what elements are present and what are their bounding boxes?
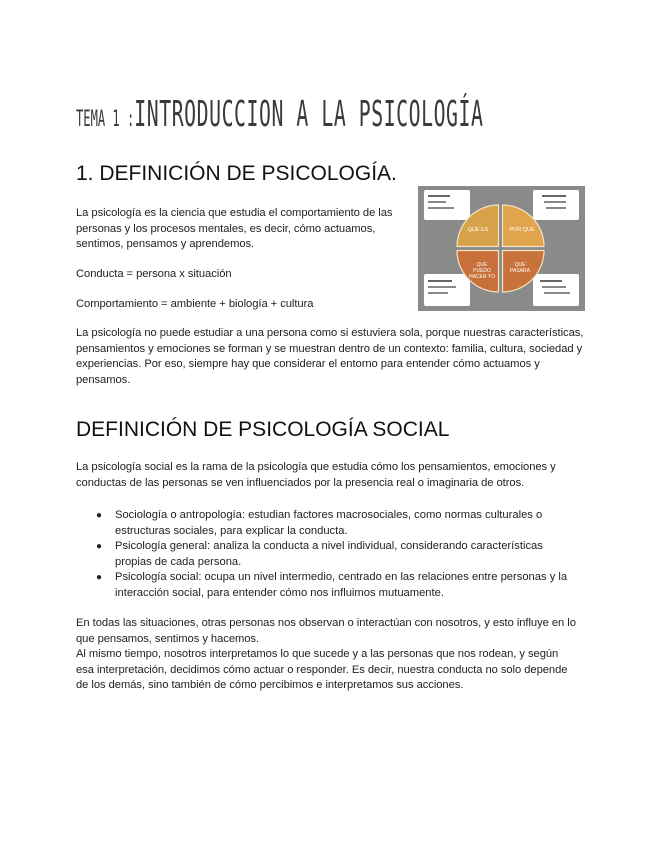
section-heading-psicologia-social: DEFINICIÓN DE PSICOLOGÍA SOCIAL <box>76 418 450 441</box>
list-item <box>96 508 576 539</box>
list-item <box>96 539 576 570</box>
corner-card-top-right <box>533 190 579 220</box>
perspectives-list <box>96 508 576 601</box>
corner-card-top-left <box>424 190 470 220</box>
list-item-text: Sociología o antropología: estudian factores macrosociales, como normas culturales o estructuras sociales, para explicar la conducta. <box>115 509 543 537</box>
list-item <box>96 570 576 601</box>
corner-card-bottom-right <box>533 274 579 306</box>
social-psychology-definition: La psicología social es la rama de la psicología que estudia cómo los pensamientos, emociones y conductas de las personas se ven influenciados por la presencia real o imaginaria de otros. <box>76 461 556 489</box>
closing-paragraph: En todas las situaciones, otras personas nos observan o interactúan con nosotros, y esto influye en lo que pensamos, sentimos y hacemos. Al mismo tiempo, nosotros interpretamos lo que sucede y a las personas que nos rodean, y según esa interpretación, decidimos cómo actuar o responder. Es decir, nuestra conducta no solo depende de los demás, sino también de cómo percibimos e interpretamos sus acciones. <box>76 617 576 691</box>
quadrant-label-4: QUE PASARA <box>510 262 530 274</box>
corner-card-bottom-left <box>424 274 470 306</box>
bullet-icon: ● <box>96 541 103 552</box>
quadrant-label-1: QUE ES <box>467 227 489 233</box>
quadrant-label-3: QUE PUEDO HACER YO <box>468 262 496 280</box>
list-item-text: Psicología general: analiza la conducta a nivel individual, considerando características propias de cada persona. <box>115 540 543 568</box>
psychology-definition: La psicología es la ciencia que estudia el comportamiento de las personas y los procesos mentales, es decir, cómo actuamos, sentimos, pensamos y aprendemos. <box>76 207 393 250</box>
context-paragraph: La psicología no puede estudiar a una persona como si estuviera sola, porque nuestras características, pensamientos y emociones se forman y se muestran dentro de un contexto: familia, cultura, sociedad y experiencias. Por eso, siempre hay que considerar el entorno para entender cómo actuamos y pensamos. <box>76 327 584 386</box>
bullet-icon: ● <box>96 510 103 521</box>
title-prefix: TEMA 1 : <box>76 107 135 132</box>
section-heading-definicion: 1. DEFINICIÓN DE PSICOLOGÍA. <box>76 162 397 185</box>
title-main: INTRODUCCION A LA PSICOLOGÍA <box>134 94 484 135</box>
formula-conducta: Conducta = persona x situación <box>76 268 232 280</box>
bullet-icon: ● <box>96 572 103 583</box>
formula-comportamiento: Comportamiento = ambiente + biología + cultura <box>76 298 314 310</box>
document-title <box>76 94 483 135</box>
psychology-quadrant-figure <box>418 186 585 311</box>
list-item-text: Psicología social: ocupa un nivel intermedio, centrado en las relaciones entre personas y la interacción social, para entender cómo nos influimos mutuamente. <box>115 571 568 599</box>
quadrant-label-2: POR QUE <box>509 227 535 233</box>
quadrant-diagram <box>418 186 585 311</box>
